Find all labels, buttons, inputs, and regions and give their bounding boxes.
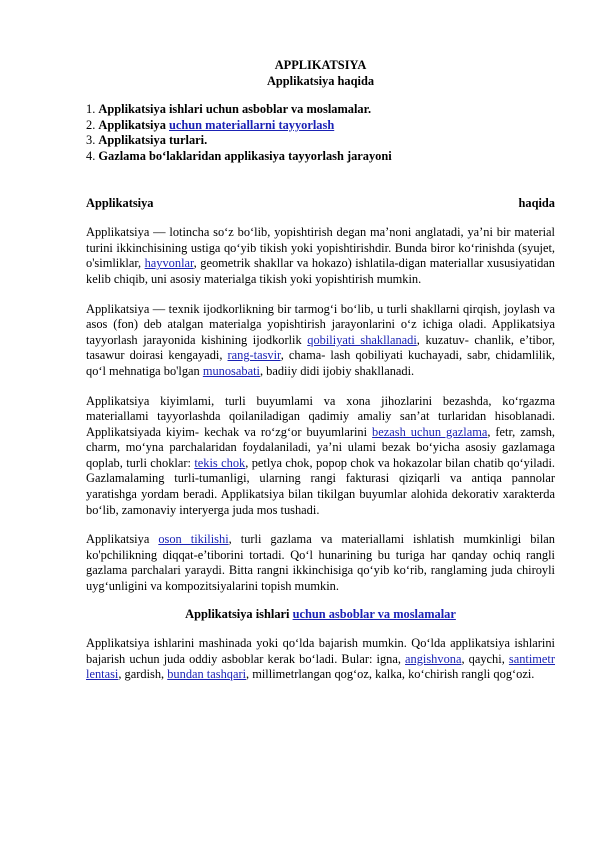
text-run: , gardish, [118, 667, 168, 682]
text-run: Applikatsiya ishlarini mashinada yoki qo‘lda bajarish mumkin. Qo‘lda applikatsiya ishlarini bajarish uchun juda oddiy asboblar kerak bo‘ladi. Bular: igna, [86, 636, 555, 666]
toc-number: 1. [86, 102, 96, 117]
link-bundan-tashqari[interactable]: bundan tashqari [167, 667, 247, 682]
paragraph-4 [86, 532, 555, 594]
text-run: Applikatsiya — lotincha so‘z bo‘lib, yopishtirish degan ma’noni anglatadi, ya’ni bir material turini ikkinchisining ustiga qo‘yib tikish yoki yopishtirishdir. Bunda biror ko‘rinishda (syujet, o'simliklar, [86, 225, 555, 271]
link-qobiliyati[interactable]: qobiliyati shakllanadi [307, 332, 417, 347]
toc-number: 2. [86, 117, 96, 132]
document-page [86, 58, 555, 697]
link-angishvona[interactable]: angishvona [405, 651, 462, 666]
toc-item [86, 133, 555, 149]
section-heading-left: Applikatsiya [86, 195, 154, 210]
toc-number: 3. [86, 133, 96, 148]
text-run: , kuzatuv- chanlik, e’tibor, tasawur doirasi kengayadi, [86, 332, 555, 363]
link-oson-tikilishi[interactable]: oson tikilishi [158, 532, 229, 547]
toc-item [86, 102, 555, 118]
text-run: Applikatsiya — texnik ijodkorlikning bir tarmog‘i bo‘lib, u turli shakllarni qirqish, joylash va asos (fon) deb atalgan materialga yopishtirish jarayonlarini o‘z ichiga oladi. Applikatsiya tayyorlash jarayonida kishining ijodkorlik [86, 301, 555, 347]
text-run: Applikatsiya [86, 532, 159, 547]
text-run: , turli gazlama va materiallami ishlatish mumkinligi bilan ko'pchilikning diqqat-e’tiborini tortadi. Qo‘l hunarining bu turiga har qanday ochiq rangli gazlama parchalari yaraydi. Bitta rangni ikkinchisiga qo‘yib ko‘rib, ranglaming juda chiroyli uyg‘unligini va kompozitsiyalarini topish mumkin. [86, 532, 555, 594]
paragraph-3 [86, 394, 555, 519]
toc-text: Applikatsiya turlari. [98, 133, 208, 148]
toc-link[interactable]: uchun materiallarni tayyorlash [169, 117, 335, 132]
link-tekis-chok[interactable]: tekis chok [194, 455, 246, 470]
page-title: APPLIKATSIYA [274, 58, 367, 72]
toc-item [86, 118, 555, 134]
section-heading [86, 196, 555, 212]
link-santimetr-lentasi[interactable]: santimetr lentasi [86, 651, 555, 682]
paragraph-5 [86, 636, 555, 683]
page-subtitle: Applikatsiya haqida [266, 73, 375, 88]
link-hayvonlar[interactable]: hayvonlar [144, 256, 194, 271]
link-rang-tasvir[interactable]: rang-tasvir [227, 348, 281, 363]
link-munosabati[interactable]: munosabati [202, 363, 260, 378]
text-run: , petlya chok, popop chok va hokazolar bilan chatib qo‘yiladi. Gazlamalaming turli-tumanligi, ularning rangi fakturasi qiziqarli va antiqa pannolar yaratishga yordam beradi. Applikatsiya bilan tikilgan buyumlar alohida dekorativ xarakterda bo‘lib, zamonaviy interyerga juda mos tushadi. [86, 455, 555, 517]
toc-number: 4. [86, 148, 96, 163]
text-run: , chama- lash qobiliyati kuchayadi, sabr, chidamlilik, qo‘l mehnatiga bo'lgan [86, 348, 555, 378]
table-of-contents [86, 102, 555, 164]
link-bezash-uchun-gazlama[interactable]: bezash uchun gazlama [372, 424, 488, 439]
toc-text: Applikatsiya [98, 117, 169, 132]
text-run: , millimetrlangan qog‘oz, kalka, ko‘chirish rangli qog‘ozi. [246, 667, 535, 682]
toc-text: Applikatsiya ishlari uchun asboblar va moslamalar. [98, 102, 372, 117]
toc-item [86, 149, 555, 165]
text-run: , qaychi, [461, 651, 509, 666]
text-run: Applikatsiya kiyimlami, turli buyumlami va xona jihozlarini bezashda, ko‘rgazma materiallami tayyorlashda qoilaniladigan qadimiy amaliy san’at turlaridan hisoblanadi. Applikatsiyada kiyim- kechak va ro‘zg‘or buyumlarini [86, 393, 555, 439]
text-run: Applikatsiya ishlari [185, 606, 293, 621]
text-run: , badiiy didi ijobiy shakllanadi. [259, 363, 415, 378]
toc-text: Gazlama bo‘laklaridan applikasiya tayyorlash jarayoni [98, 148, 392, 163]
paragraph-1 [86, 225, 555, 287]
link-asboblar-moslamalar[interactable]: uchun asboblar va moslamalar [292, 606, 456, 621]
text-run: , fetr, zamsh, charm, mo‘yna parchalaridan foydalaniladi, ya’ni ulami bezak bo‘yicha asosiy gazlamaga qoplab, turli choklar: [86, 424, 555, 470]
paragraph-2 [86, 302, 555, 380]
text-run: , geometrik shakllar va hokazo) ishlatila-digan materiallar xususiyatidan kelib chiqib, uni asosiy materialga tikish yoki yopishtirish mumkin. [86, 256, 555, 286]
section-heading-right: haqida [518, 195, 555, 210]
section-heading-tools [86, 607, 555, 623]
